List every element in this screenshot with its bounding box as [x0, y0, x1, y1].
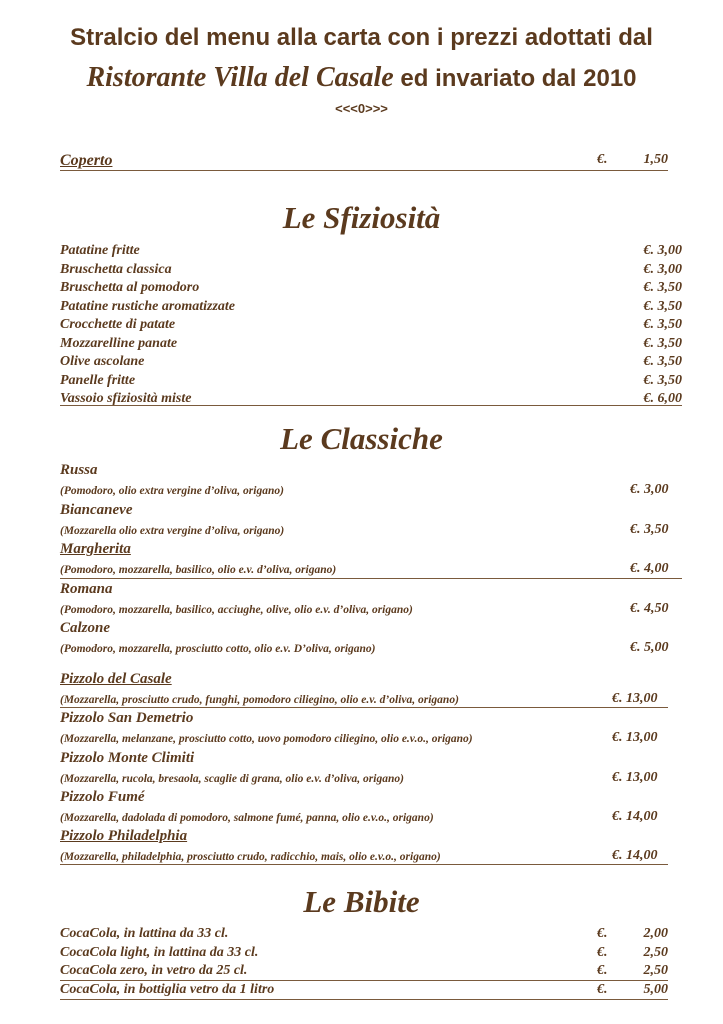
item-price: €. 3,50 [643, 298, 682, 314]
pizza-name: Romana [60, 580, 113, 597]
pizza-description: (Pomodoro, mozzarella, basilico, acciughe, olive, olio e.v. d’oliva, origano) [60, 603, 413, 616]
bibita-item [60, 945, 682, 963]
pizza-name: Calzone [60, 620, 111, 636]
restaurant-name: Ristorante Villa del Casale [86, 62, 394, 93]
item-currency: €. [597, 926, 608, 941]
item-name: Panelle fritte [60, 372, 136, 388]
item-currency: €. [597, 963, 608, 979]
pizza-price: €. 13,00 [612, 691, 658, 706]
item-name: Bruschetta classica [60, 261, 172, 277]
coperto-rule [60, 170, 668, 171]
item-currency: €. [597, 982, 608, 998]
coperto-price: 1,50 [643, 152, 668, 167]
item-price: 2,00 [643, 926, 668, 941]
pizza-description: (Mozzarella, philadelphia, prosciutto crudo, radicchio, mais, olio e.v.o., origano) [60, 851, 441, 864]
item-name: Olive ascolane [60, 354, 145, 369]
item-name: Vassoio sfiziosità miste [60, 391, 192, 406]
pizza-description: (Mozzarella, melanzane, prosciutto cotto, uovo pomodoro ciliegino, olio e.v.o., origano) [60, 733, 473, 746]
coperto-currency: €. [597, 152, 608, 167]
item-name: Mozzarelline panate [60, 335, 178, 351]
item-price: 2,50 [643, 944, 668, 960]
item-price: €. 3,50 [643, 280, 682, 295]
pizza-description: (Pomodoro, mozzarella, prosciutto cotto, olio e.v. D’oliva, origano) [60, 643, 376, 655]
item-price: €. 3,50 [643, 372, 682, 388]
pizza-description: (Pomodoro, mozzarella, basilico, olio e.v. d’oliva, origano) [60, 564, 337, 576]
sfiziosita-item [60, 354, 682, 372]
pizza-price: €. 13,00 [612, 769, 658, 785]
pizza-description: (Mozzarella, rucola, bresaola, scaglie di grana, olio e.v. d’oliva, origano) [60, 772, 404, 785]
pizza-description: (Mozzarella, prosciutto crudo, funghi, pomodoro ciliegino, olio e.v. d’oliva, origano) [60, 694, 459, 706]
bibita-item [60, 982, 682, 1000]
pizza-name: Pizzolo Fumé [60, 788, 145, 805]
item-price: 2,50 [643, 963, 668, 979]
section-title-classiche: Le Classiche [280, 421, 443, 456]
item-name: Patatine rustiche aromatizzate [60, 298, 236, 314]
item-price: €. 3,00 [643, 243, 682, 258]
item-name: Crocchette di patate [60, 317, 176, 332]
pizza-description: (Mozzarella olio extra vergine d’oliva, origano) [60, 524, 285, 537]
sfiziosita-item [60, 299, 682, 317]
pizza-price: €. 14,00 [612, 848, 658, 864]
coperto-label: Coperto [60, 152, 113, 169]
item-name: CocaCola, in lattina da 33 cl. [60, 926, 229, 941]
header-separator: <<<0>>> [335, 101, 388, 116]
bibita-item [60, 963, 682, 981]
item-name: CocaCola light, in lattina da 33 cl. [60, 944, 259, 960]
header-line-2 [0, 62, 723, 94]
pizza-name: Pizzolo Philadelphia [60, 828, 188, 845]
sfiziosita-item [60, 243, 682, 261]
pizza-price: €. 3,00 [630, 482, 669, 497]
pizza-price: €. 14,00 [612, 808, 658, 824]
section-title-bibite: Le Bibite [303, 884, 420, 919]
pizza-price: €. 5,00 [630, 640, 669, 655]
bibita-item [60, 926, 682, 944]
pizza-price: €. 3,50 [630, 521, 669, 537]
pizza-name: Pizzolo del Casale [60, 671, 172, 687]
bibite-rule [60, 999, 668, 1000]
pizza-name: Margherita [60, 541, 131, 557]
item-price: €. 3,50 [643, 354, 682, 369]
sfiziosita-item [60, 317, 682, 335]
sfiziosita-item [60, 391, 682, 409]
coperto-row [60, 152, 682, 170]
pizza-price: €. 4,00 [630, 561, 669, 576]
pizzoli-rule [60, 864, 668, 865]
classiche-rule [60, 578, 682, 579]
pizza-name: Biancaneve [60, 501, 133, 518]
sfiziosita-item [60, 336, 682, 354]
sfiziosita-rule [60, 405, 682, 406]
sfiziosita-item [60, 262, 682, 280]
pizzoli-rule [60, 707, 668, 708]
item-name: CocaCola zero, in vetro da 25 cl. [60, 963, 248, 979]
item-currency: €. [597, 944, 608, 960]
pizza-name: Pizzolo Monte Climiti [60, 749, 195, 766]
item-price: €. 3,50 [643, 317, 682, 332]
pizza-price: €. 4,50 [630, 600, 669, 616]
item-name: CocaCola, in bottiglia vetro da 1 litro [60, 982, 275, 998]
item-name: Bruschetta al pomodoro [60, 280, 200, 295]
header-line-1: Stralcio del menu alla carta con i prezzi adottati dal [70, 24, 653, 51]
pizza-name: Pizzolo San Demetrio [60, 710, 194, 727]
section-title-sfiziosita: Le Sfiziosità [282, 200, 441, 235]
pizza-price: €. 13,00 [612, 730, 658, 746]
pizza-name: Russa [60, 462, 98, 478]
item-name: Patatine fritte [60, 243, 140, 258]
item-price: €. 3,00 [643, 261, 682, 277]
header-since: ed invariato dal 2010 [393, 65, 637, 92]
sfiziosita-item [60, 373, 682, 391]
pizza-description: (Pomodoro, olio extra vergine d’oliva, origano) [60, 485, 284, 497]
sfiziosita-item [60, 280, 682, 298]
item-price: 5,00 [643, 982, 668, 998]
pizza-description: (Mozzarella, dadolada di pomodoro, salmone fumé, panna, olio e.v.o., origano) [60, 811, 434, 824]
item-price: €. 3,50 [643, 335, 682, 351]
item-price: €. 6,00 [643, 391, 682, 406]
